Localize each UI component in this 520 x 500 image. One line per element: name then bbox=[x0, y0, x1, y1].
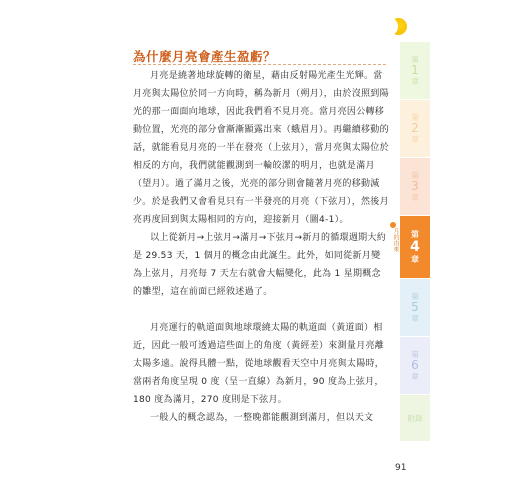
tab-prefix: 第 bbox=[411, 350, 419, 359]
crescent-moon-icon bbox=[390, 18, 407, 35]
tab-suffix: 章 bbox=[411, 193, 419, 202]
chapter-tab-5[interactable] bbox=[400, 279, 430, 336]
tab-prefix: 第 bbox=[411, 113, 419, 122]
chapter-tab-3[interactable] bbox=[400, 158, 430, 215]
tab-prefix: 第 bbox=[411, 55, 419, 64]
tab-number: 3 bbox=[411, 179, 419, 193]
chapter-tab-6[interactable] bbox=[400, 337, 430, 394]
paragraph: 一般人的概念認為，一整晚都能觀測到滿月，但以天文 bbox=[150, 413, 374, 423]
tab-prefix: 第 bbox=[411, 292, 419, 301]
chapter-tab-2[interactable] bbox=[400, 100, 430, 157]
tab-number: 5 bbox=[411, 300, 419, 314]
active-chapter-label: 月的由來 bbox=[392, 228, 399, 252]
tab-suffix: 章 bbox=[411, 77, 419, 86]
page-number: 91 bbox=[395, 463, 407, 473]
appendix-tab[interactable] bbox=[400, 395, 430, 441]
tab-suffix: 章 bbox=[411, 314, 419, 323]
chapter-tab-4-active[interactable] bbox=[392, 216, 430, 278]
heading-divider bbox=[133, 64, 386, 65]
tab-suffix: 附錄 bbox=[407, 413, 423, 423]
tab-suffix: 章 bbox=[411, 255, 419, 264]
tab-prefix: 第 bbox=[411, 230, 419, 239]
tab-number: 6 bbox=[411, 358, 419, 372]
paragraph: 月亮是繞著地球旋轉的衛星，藉由反射陽光產生光輝。當月亮與太陽位於同一方向時，稱為新月（朔月），由於沒照到陽光的那一面面向地球，因此我們看不見月亮。當月亮因公轉移動位置，光亮的部分會漸漸顯露出來（蛾眉月）。再繼續移動的話，就能看見月亮的一半在發亮（上弦月），當月亮與太陽位於相反的方向，我們就能觀測到一輪皎潔的明月，也就是滿月（望月）。過了滿月之後，光亮的部分則會隨著月亮的移動減少。於是我們又會看見只有一半發亮的月亮（下弦月），然後月亮再度回到與太陽相同的方向，迎接新月（圖4-1）。 bbox=[133, 71, 389, 225]
paragraph: 月亮運行的軌道面與地球環繞太陽的軌道面（黃道面）相近，因此一般可透過這些面上的角度（黃經差）來測量月亮離太陽多遠。說得具體一點，從地球觀看天空中月亮與太陽時，當兩者角度呈現 0 度（呈一直線）為新月，90 度為上弦月，180 度為滿月，270 度則是下弦月。 bbox=[133, 323, 385, 405]
paragraph: 以上從新月→上弦月→滿月→下弦月→新月的循環週期大約是 29.53 天，1 個月的概念由此誕生。此外，如同從新月變為上弦月，月亮每 7 天左右就會大幅變化，此為 1 星期概念的雛型，這在前面已經敘述過了。 bbox=[133, 233, 387, 297]
section-heading: 為什麼月亮會產生盈虧？ bbox=[133, 49, 277, 64]
tab-number: 4 bbox=[410, 239, 420, 255]
tab-suffix: 章 bbox=[411, 135, 419, 144]
body-text bbox=[133, 67, 389, 427]
chapter-tab-1[interactable] bbox=[400, 42, 430, 99]
chapter-tabs bbox=[392, 42, 430, 442]
tab-number: 1 bbox=[411, 63, 419, 77]
tab-suffix: 章 bbox=[411, 372, 419, 381]
tab-prefix: 第 bbox=[411, 171, 419, 180]
tab-number: 2 bbox=[411, 121, 419, 135]
